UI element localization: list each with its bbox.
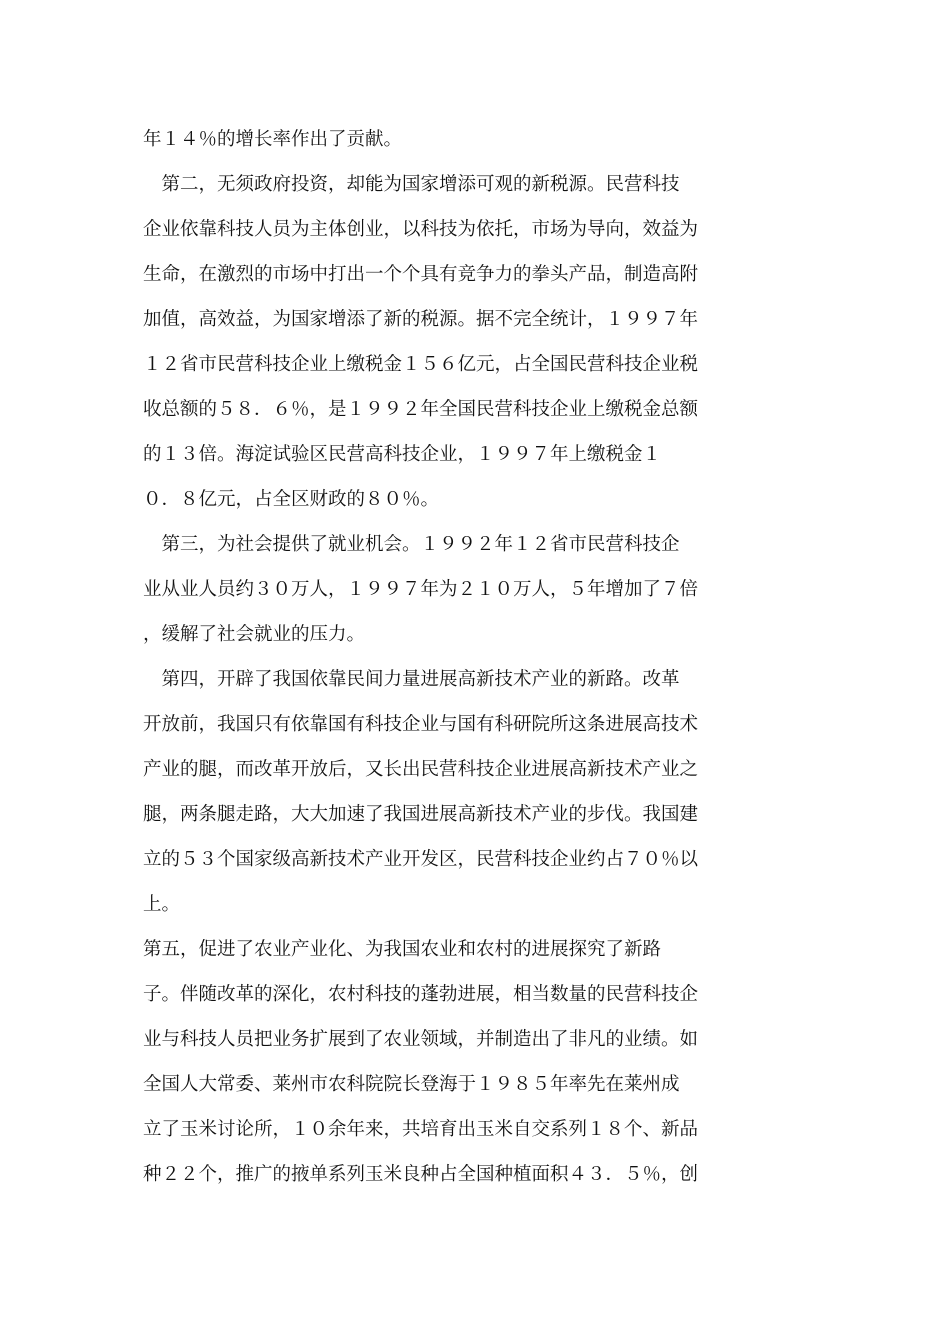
text-line: 加值，高效益，为国家增添了新的税源。据不完全统计，１９９７年 [143, 309, 699, 330]
text-line: 年１４％的增长率作出了贡献。 [143, 129, 403, 150]
text-line: １２省市民营科技企业上缴税金１５６亿元，占全国民营科技企业税 [143, 354, 699, 375]
text-line: 开放前，我国只有依靠国有科技企业与国有科研院所这条进展高技术 [143, 714, 699, 735]
text-line: 种２２个，推广的掖单系列玉米良种占全国种植面积４３．５％，创 [143, 1164, 699, 1185]
text-line: 业与科技人员把业务扩展到了农业领域，并制造出了非凡的业绩。如 [143, 1029, 699, 1050]
text-line: 第二，无须政府投资，却能为国家增添可观的新税源。民营科技 [143, 174, 680, 195]
text-line: 的１３倍。海淀试验区民营高科技企业，１９９７年上缴税金１ [143, 444, 662, 465]
text-line: 产业的腿，而改革开放后，又长出民营科技企业进展高新技术产业之 [143, 759, 699, 780]
text-line: 第四，开辟了我国依靠民间力量进展高新技术产业的新路。改革 [143, 669, 680, 690]
text-line: 立了玉米讨论所，１０余年来，共培育出玉米自交系列１８个、新品 [143, 1119, 699, 1140]
text-line: 业从业人员约３０万人，１９９７年为２１０万人，５年增加了７倍 [143, 579, 699, 600]
text-line: 上。 [143, 894, 181, 915]
text-line: 生命，在激烈的市场中打出一个个具有竞争力的拳头产品，制造高附 [143, 264, 699, 285]
text-line: ，缓解了社会就业的压力。 [143, 624, 366, 645]
text-line: 第五，促进了农业产业化、为我国农业和农村的进展探究了新路 [143, 939, 662, 960]
text-line: 立的５３个国家级高新技术产业开发区，民营科技企业约占７０％以 [143, 849, 699, 870]
text-line: 全国人大常委、莱州市农科院院长登海于１９８５年率先在莱州成 [143, 1074, 680, 1095]
text-line: 收总额的５８．６％，是１９９２年全国民营科技企业上缴税金总额 [143, 399, 699, 420]
text-line: 第三，为社会提供了就业机会。１９９２年１２省市民营科技企 [143, 534, 680, 555]
text-line: 腿，两条腿走路，大大加速了我国进展高新技术产业的步伐。我国建 [143, 804, 699, 825]
text-line: 企业依靠科技人员为主体创业，以科技为依托，市场为导向，效益为 [143, 219, 699, 240]
text-line: 子。伴随改革的深化，农村科技的蓬勃进展，相当数量的民营科技企 [143, 984, 699, 1005]
text-line: ０．８亿元，占全区财政的８０％。 [143, 489, 440, 510]
